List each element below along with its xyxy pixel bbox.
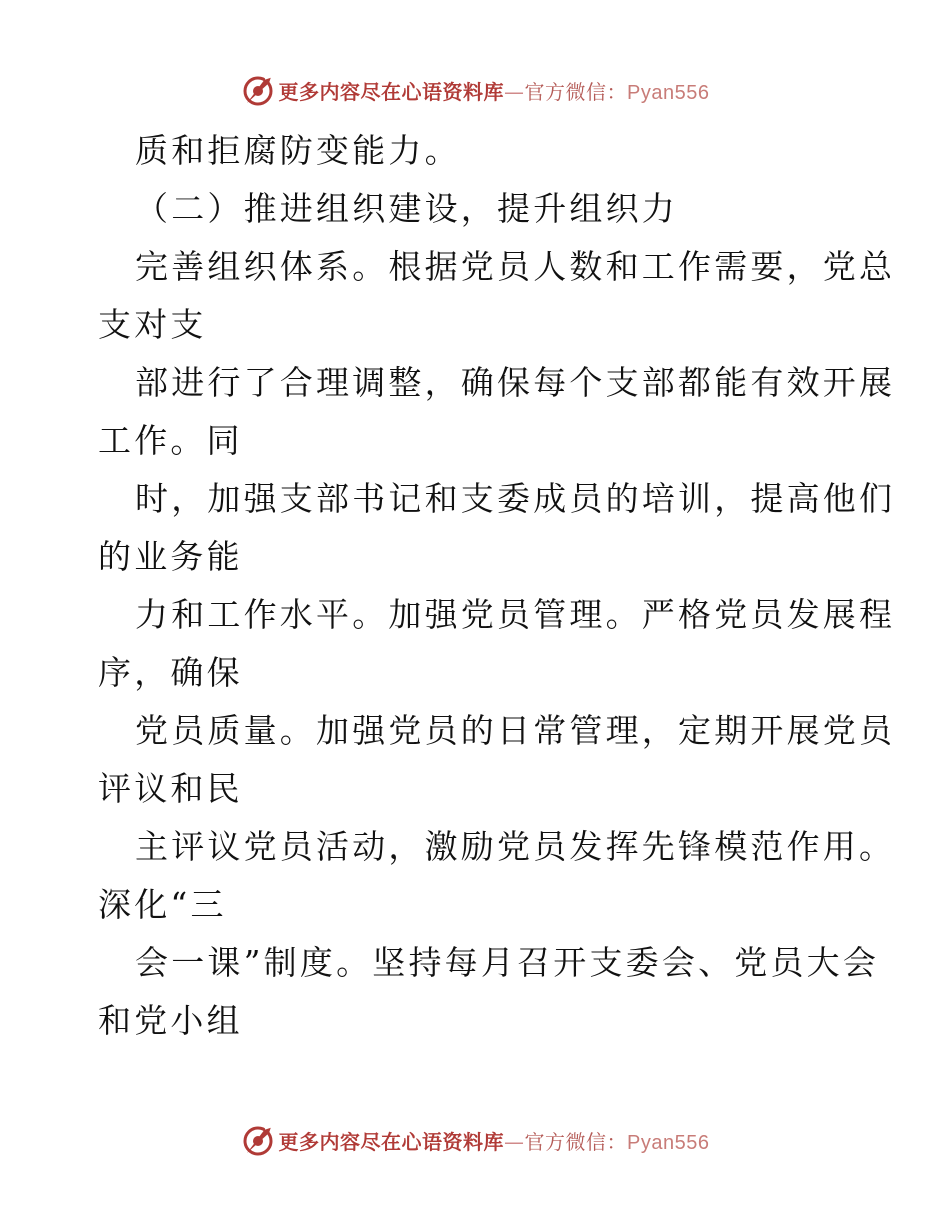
text-line: 力和工作水平。加强党员管理。严格党员发展程 <box>135 595 896 634</box>
header-banner-label: 官方微信： <box>524 79 628 104</box>
text-line: 党员质量。加强党员的日常管理，定期开展党员 <box>135 711 896 750</box>
document-body <box>98 122 896 1050</box>
footer-banner-text <box>279 1126 710 1155</box>
text-line: 的业务能 <box>98 537 243 576</box>
text-line: 评议和民 <box>98 769 243 808</box>
footer-banner-dash: — <box>504 1129 525 1154</box>
text-line: 支对支 <box>98 305 207 344</box>
footer-banner-main: 更多内容尽在心语资料库 <box>278 1129 505 1154</box>
text-line: 部进行了合理调整，确保每个支部都能有效开展 <box>135 363 896 402</box>
text-line: 完善组织体系。根据党员人数和工作需要，党总 <box>135 247 896 286</box>
footer-banner-label: 官方微信： <box>524 1129 628 1154</box>
footer-banner <box>0 1120 950 1160</box>
header-banner <box>0 70 950 110</box>
text-line: 深化“三 <box>98 885 227 924</box>
text-line: 主评议党员活动，激励党员发挥先锋模范作用。 <box>135 827 896 866</box>
footer-banner-id: Pyan556 <box>627 1131 710 1154</box>
quill-pen-logo-icon <box>241 73 275 107</box>
text-line: （二）推进组织建设，提升组织力 <box>135 189 678 228</box>
text-line: 工作。同 <box>98 421 243 460</box>
text-line: 时，加强支部书记和支委成员的培训，提高他们 <box>135 479 896 518</box>
header-banner-main: 更多内容尽在心语资料库 <box>278 79 505 104</box>
text-line: 质和拒腐防变能力。 <box>135 131 461 170</box>
text-line: 和党小组 <box>98 1001 243 1040</box>
header-banner-id: Pyan556 <box>627 81 710 104</box>
quill-pen-logo-icon <box>241 1123 275 1157</box>
text-line: 会一课”制度。坚持每月召开支委会、党员大会 <box>135 943 880 982</box>
header-banner-dash: — <box>504 79 525 104</box>
text-line: 序，确保 <box>98 653 243 692</box>
header-banner-text <box>279 76 710 105</box>
